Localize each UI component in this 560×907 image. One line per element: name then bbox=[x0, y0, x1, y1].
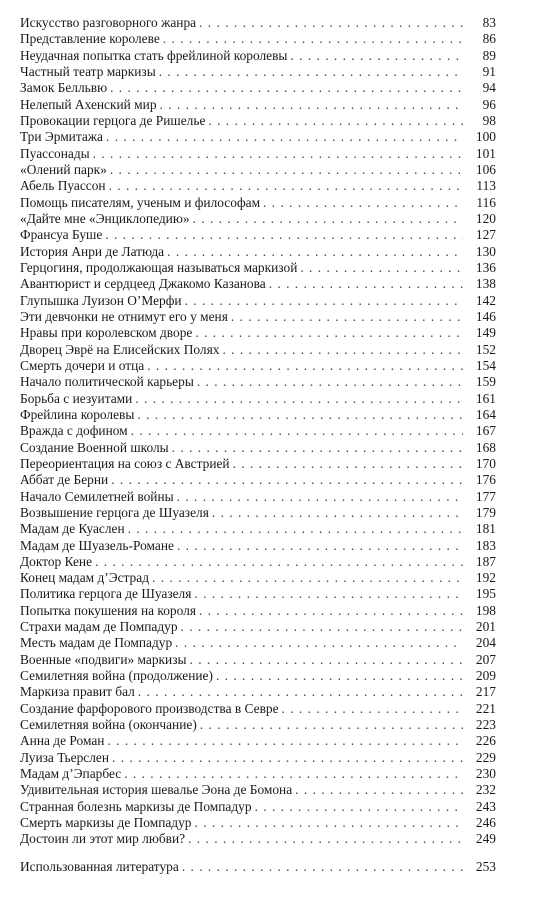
toc-entry-page-number: 246 bbox=[475, 815, 496, 831]
toc-entry-page-number: 168 bbox=[475, 439, 496, 455]
toc-entry[interactable] bbox=[20, 113, 496, 129]
toc-entry-title: Военные «подвиги» маркизы bbox=[20, 651, 187, 667]
dot-leader bbox=[160, 97, 463, 113]
toc-entry-page-number: 204 bbox=[475, 635, 496, 651]
dot-leader bbox=[107, 733, 463, 749]
toc-entry-title: Искусство разговорного жанра bbox=[20, 15, 197, 30]
toc-entry[interactable] bbox=[20, 635, 496, 651]
toc-entry-page-number: 181 bbox=[475, 521, 496, 537]
toc-entry[interactable] bbox=[20, 358, 496, 374]
toc-entry[interactable] bbox=[20, 521, 496, 537]
dot-leader bbox=[190, 652, 463, 668]
toc-entry-title: Смерть маркизы де Помпадур bbox=[20, 815, 192, 831]
toc-entry[interactable] bbox=[20, 782, 496, 798]
toc-entry-title: История Анри де Латюда bbox=[20, 243, 165, 259]
dot-leader bbox=[152, 570, 463, 586]
toc-entry[interactable] bbox=[20, 48, 496, 64]
toc-entry-page-number: 106 bbox=[475, 161, 496, 177]
toc-entry-page-number: 207 bbox=[475, 651, 496, 667]
toc-entry-page-number: 249 bbox=[475, 831, 496, 847]
toc-entry-title: Использованная литература bbox=[20, 858, 179, 874]
dot-leader bbox=[137, 407, 463, 423]
toc-entry-page-number: 154 bbox=[475, 357, 496, 373]
toc-entry-page-number: 152 bbox=[475, 341, 496, 357]
toc-entry[interactable] bbox=[20, 97, 496, 113]
toc-entry-title: Анна де Роман bbox=[20, 733, 105, 749]
toc-entry-title: Политика герцога де Шуазеля bbox=[20, 586, 192, 602]
dot-leader bbox=[111, 472, 463, 488]
dot-leader bbox=[295, 782, 463, 798]
dot-leader bbox=[188, 831, 463, 847]
dot-leader bbox=[233, 456, 463, 472]
toc-entry[interactable] bbox=[20, 260, 496, 276]
dot-leader bbox=[231, 309, 463, 325]
toc-entry-page-number: 177 bbox=[475, 488, 496, 504]
toc-entry[interactable] bbox=[20, 276, 496, 292]
dot-leader bbox=[222, 342, 463, 358]
toc-entry-page-number: 136 bbox=[475, 259, 496, 275]
toc-entry-page-number: 91 bbox=[482, 63, 496, 79]
dot-leader bbox=[182, 859, 463, 875]
toc-entry-title: Борьба с иезуитами bbox=[20, 390, 133, 406]
toc-entry[interactable] bbox=[20, 750, 496, 766]
toc-entry-title: Конец мадам д’Эстрад bbox=[20, 570, 150, 586]
dot-leader bbox=[110, 80, 463, 96]
toc-entry[interactable] bbox=[20, 211, 496, 227]
toc-entry-page-number: 230 bbox=[475, 766, 496, 782]
toc-entry-page-number: 170 bbox=[475, 455, 496, 471]
toc-entry[interactable] bbox=[20, 146, 496, 162]
toc-entry-page-number: 253 bbox=[475, 858, 496, 874]
toc-entry-title: Мадам д’Эпарбес bbox=[20, 766, 122, 782]
toc-entry-title: Франсуа Буше bbox=[20, 227, 103, 243]
toc-entry-title: Создание Военной школы bbox=[20, 439, 169, 455]
toc-entry-title: Эти девчонки не отнимут его у меня bbox=[20, 308, 228, 324]
toc-entry-title: Маркиза правит бал bbox=[20, 684, 135, 700]
toc-entry-page-number: 113 bbox=[476, 178, 496, 194]
dot-leader bbox=[163, 31, 463, 47]
toc-entry[interactable] bbox=[20, 717, 496, 733]
dot-leader bbox=[197, 374, 463, 390]
toc-entry-title: Частный театр маркизы bbox=[20, 63, 156, 79]
toc-entry[interactable] bbox=[20, 538, 496, 554]
dot-leader bbox=[199, 603, 463, 619]
dot-leader bbox=[181, 619, 463, 635]
dot-leader bbox=[106, 129, 463, 145]
dot-leader bbox=[177, 538, 463, 554]
toc-entry[interactable] bbox=[20, 684, 496, 700]
dot-leader bbox=[109, 178, 463, 194]
dot-leader bbox=[290, 48, 463, 64]
toc-entry[interactable] bbox=[20, 831, 496, 847]
dot-leader bbox=[138, 684, 463, 700]
toc-entry-title: Смерть дочери и отца bbox=[20, 357, 145, 373]
toc-entry-title: Удивительная история шевалье Эона де Бомона bbox=[20, 782, 293, 798]
toc-entry-page-number: 83 bbox=[482, 15, 496, 30]
dot-leader bbox=[159, 64, 463, 80]
toc-entry[interactable] bbox=[20, 15, 496, 31]
toc-entry-page-number: 94 bbox=[482, 80, 496, 96]
toc-entry-title: Возвышение герцога де Шуазеля bbox=[20, 504, 209, 520]
toc-entry-bibliography[interactable] bbox=[20, 859, 496, 875]
toc-entry-page-number: 89 bbox=[482, 47, 496, 63]
toc-entry-page-number: 223 bbox=[475, 717, 496, 733]
dot-leader bbox=[300, 260, 463, 276]
toc-entry[interactable] bbox=[20, 129, 496, 145]
toc-entry-page-number: 96 bbox=[482, 96, 496, 112]
toc-entry-page-number: 146 bbox=[475, 308, 496, 324]
dot-leader bbox=[263, 195, 463, 211]
toc-entry-page-number: 243 bbox=[475, 798, 496, 814]
toc-entry-page-number: 98 bbox=[482, 112, 496, 128]
toc-entry[interactable] bbox=[20, 80, 496, 96]
toc-entry[interactable] bbox=[20, 586, 496, 602]
toc-entry-title: Абель Пуассон bbox=[20, 178, 106, 194]
toc-entry[interactable] bbox=[20, 505, 496, 521]
toc-entry-page-number: 120 bbox=[475, 210, 496, 226]
toc-entry[interactable] bbox=[20, 325, 496, 341]
toc-entry-page-number: 101 bbox=[475, 145, 496, 161]
toc-entry[interactable] bbox=[20, 815, 496, 831]
toc-entry-title: Аббат де Берни bbox=[20, 472, 109, 488]
dot-leader bbox=[95, 554, 463, 570]
toc-entry-title: Замок Белльвю bbox=[20, 80, 108, 96]
toc-entry[interactable] bbox=[20, 440, 496, 456]
toc-entry-title: Пуассонады bbox=[20, 145, 90, 161]
toc-entry-title: Доктор Кене bbox=[20, 553, 93, 569]
toc-entry-page-number: 161 bbox=[475, 390, 496, 406]
toc-entry-title: Луиза Тьерслен bbox=[20, 749, 110, 765]
toc-entry-title: Нравы при королевском дворе bbox=[20, 325, 193, 341]
dot-leader bbox=[112, 750, 463, 766]
table-of-contents-page bbox=[20, 15, 496, 875]
toc-entry-page-number: 176 bbox=[475, 472, 496, 488]
toc-entry[interactable] bbox=[20, 64, 496, 80]
toc-entry[interactable] bbox=[20, 178, 496, 194]
toc-entry-page-number: 209 bbox=[475, 668, 496, 684]
dot-leader bbox=[269, 276, 463, 292]
toc-entry-title: Страхи мадам де Помпадур bbox=[20, 619, 178, 635]
toc-entry-title: Помощь писателям, ученым и философам bbox=[20, 194, 261, 210]
dot-leader bbox=[216, 668, 463, 684]
toc-entry[interactable] bbox=[20, 472, 496, 488]
toc-entry-title: «Дайте мне «Энциклопедию» bbox=[20, 210, 190, 226]
toc-entry-page-number: 179 bbox=[475, 504, 496, 520]
dot-leader bbox=[175, 635, 463, 651]
toc-entry-page-number: 149 bbox=[475, 325, 496, 341]
dot-leader bbox=[255, 799, 463, 815]
toc-list bbox=[20, 15, 496, 848]
dot-leader bbox=[193, 211, 463, 227]
toc-entry[interactable] bbox=[20, 489, 496, 505]
toc-entry-title: Достоин ли этот мир любви? bbox=[20, 831, 186, 847]
toc-entry-title: Представление королеве bbox=[20, 31, 160, 47]
toc-entry-title: Герцогиня, продолжающая называться маркизой bbox=[20, 259, 298, 275]
toc-entry-page-number: 130 bbox=[475, 243, 496, 259]
toc-entry-page-number: 127 bbox=[475, 227, 496, 243]
toc-entry-page-number: 86 bbox=[482, 31, 496, 47]
toc-entry[interactable] bbox=[20, 766, 496, 782]
toc-entry-title: Семилетняя война (продолжение) bbox=[20, 668, 213, 684]
toc-entry-title: Семилетняя война (окончание) bbox=[20, 717, 197, 733]
toc-entry-title: Три Эрмитажа bbox=[20, 129, 104, 145]
toc-entry-title: «Олений парк» bbox=[20, 161, 107, 177]
toc-entry[interactable] bbox=[20, 407, 496, 423]
toc-entry[interactable] bbox=[20, 423, 496, 439]
dot-leader bbox=[177, 489, 463, 505]
dot-leader bbox=[185, 293, 463, 309]
dot-leader bbox=[105, 227, 463, 243]
toc-entry-page-number: 232 bbox=[475, 782, 496, 798]
dot-leader bbox=[208, 113, 463, 129]
toc-entry-page-number: 116 bbox=[476, 194, 496, 210]
toc-entry-title: Неудачная попытка стать фрейлиной королевы bbox=[20, 47, 288, 63]
toc-entry[interactable] bbox=[20, 227, 496, 243]
toc-entry[interactable] bbox=[20, 652, 496, 668]
dot-leader bbox=[282, 701, 463, 717]
toc-entry[interactable] bbox=[20, 733, 496, 749]
toc-entry-title: Странная болезнь маркизы де Помпадур bbox=[20, 798, 252, 814]
dot-leader bbox=[93, 146, 463, 162]
toc-entry-title: Авантюрист и сердцеед Джакомо Казанова bbox=[20, 276, 266, 292]
dot-leader bbox=[172, 440, 463, 456]
toc-entry[interactable] bbox=[20, 31, 496, 47]
toc-entry-title: Нелепый Ахенский мир bbox=[20, 96, 157, 112]
dot-leader bbox=[194, 586, 463, 602]
toc-entry-title: Месть мадам де Помпадур bbox=[20, 635, 173, 651]
toc-entry-page-number: 192 bbox=[475, 570, 496, 586]
toc-entry[interactable] bbox=[20, 799, 496, 815]
toc-entry-title: Переориентация на союз с Австрией bbox=[20, 455, 230, 471]
toc-entry-title: Мадам де Куаслен bbox=[20, 521, 125, 537]
toc-entry-title: Начало политической карьеры bbox=[20, 374, 194, 390]
dot-leader bbox=[195, 815, 463, 831]
toc-entry[interactable] bbox=[20, 701, 496, 717]
toc-entry-title: Попытка покушения на короля bbox=[20, 602, 196, 618]
dot-leader bbox=[167, 244, 463, 260]
dot-leader bbox=[131, 423, 463, 439]
dot-leader bbox=[212, 505, 463, 521]
toc-entry[interactable] bbox=[20, 570, 496, 586]
toc-entry-page-number: 187 bbox=[475, 553, 496, 569]
toc-entry-title: Провокации герцога де Ришелье bbox=[20, 112, 206, 128]
dot-leader bbox=[200, 717, 463, 733]
toc-entry[interactable] bbox=[20, 195, 496, 211]
dot-leader bbox=[135, 391, 463, 407]
toc-entry[interactable] bbox=[20, 554, 496, 570]
toc-entry-title: Вражда с дофином bbox=[20, 423, 128, 439]
toc-entry-page-number: 195 bbox=[475, 586, 496, 602]
dot-leader bbox=[124, 766, 463, 782]
toc-entry[interactable] bbox=[20, 244, 496, 260]
toc-entry[interactable] bbox=[20, 162, 496, 178]
toc-entry[interactable] bbox=[20, 342, 496, 358]
dot-leader bbox=[128, 521, 463, 537]
toc-entry-page-number: 183 bbox=[475, 537, 496, 553]
toc-entry-title: Создание фарфорового производства в Севре bbox=[20, 700, 279, 716]
toc-entry-page-number: 229 bbox=[475, 749, 496, 765]
toc-entry-page-number: 221 bbox=[475, 700, 496, 716]
toc-entry[interactable] bbox=[20, 309, 496, 325]
toc-entry[interactable] bbox=[20, 456, 496, 472]
toc-entry-title: Мадам де Шуазель-Романе bbox=[20, 537, 174, 553]
toc-entry[interactable] bbox=[20, 391, 496, 407]
toc-entry-title: Начало Семилетней войны bbox=[20, 488, 174, 504]
dot-leader bbox=[110, 162, 463, 178]
toc-entry-page-number: 217 bbox=[475, 684, 496, 700]
toc-entry-page-number: 100 bbox=[475, 129, 496, 145]
toc-entry[interactable] bbox=[20, 374, 496, 390]
toc-entry-page-number: 138 bbox=[475, 276, 496, 292]
dot-leader bbox=[147, 358, 463, 374]
toc-entry-page-number: 164 bbox=[475, 406, 496, 422]
dot-leader bbox=[195, 325, 463, 341]
toc-entry[interactable] bbox=[20, 619, 496, 635]
toc-entry-page-number: 201 bbox=[475, 619, 496, 635]
toc-entry-page-number: 142 bbox=[475, 292, 496, 308]
toc-entry-title: Дворец Эврё на Елисейских Полях bbox=[20, 341, 220, 357]
toc-entry[interactable] bbox=[20, 668, 496, 684]
toc-entry-title: Фрейлина королевы bbox=[20, 406, 135, 422]
toc-entry-title: Глупышка Луизон О’Мерфи bbox=[20, 292, 182, 308]
toc-entry[interactable] bbox=[20, 603, 496, 619]
toc-entry-page-number: 167 bbox=[475, 423, 496, 439]
toc-entry-page-number: 159 bbox=[475, 374, 496, 390]
toc-entry[interactable] bbox=[20, 293, 496, 309]
toc-entry-page-number: 198 bbox=[475, 602, 496, 618]
toc-entry-page-number: 226 bbox=[475, 733, 496, 749]
dot-leader bbox=[199, 15, 463, 31]
